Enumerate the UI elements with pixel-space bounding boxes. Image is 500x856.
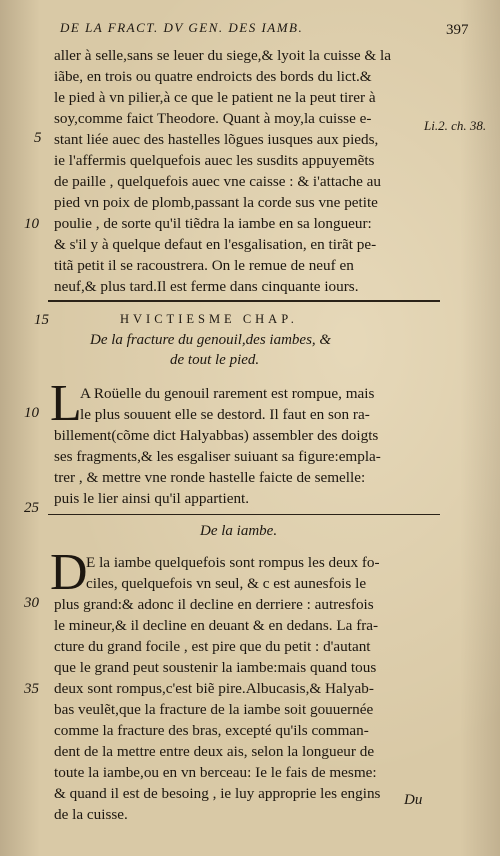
text-line: soy,comme faict Theodore. Quant à moy,la cuisse e-: [54, 110, 372, 127]
text-line: toute la iambe,ou en vn berceau: Ie le fais de mesme:: [54, 764, 377, 781]
margin-note: Li.2. ch. 38.: [424, 118, 487, 133]
catchword: Du: [404, 792, 423, 808]
line-number: 15: [34, 312, 49, 328]
text-line: ses fragments,& les esgaliser suiuant sa figure:empla-: [54, 448, 381, 465]
running-title: DE LA FRACT. DV GEN. DES IAMB.: [60, 20, 304, 35]
line-number: 25: [24, 500, 39, 516]
text-line: stant liée auec des hastelles lõgues iusques aux pieds,: [54, 131, 379, 148]
text-line: poulie , de sorte qu'il tiẽdra la iambe en sa longueur:: [54, 215, 372, 232]
chapter-heading: HVICTIESME CHAP.: [120, 312, 298, 326]
text-line: plus grand:& adonc il decline en derriere : autresfois: [54, 596, 374, 613]
text-line: de paille , quelquefois auec vne caisse : & i'attache au: [54, 173, 382, 190]
line-number: 10: [24, 405, 39, 421]
line-number: 5: [34, 130, 42, 146]
line-number: 30: [24, 595, 39, 611]
line-number: 10: [24, 216, 39, 232]
text-line: le plus souuent elle se destord. Il faut en son ra-: [80, 406, 370, 423]
text-line: ie l'affermis quelquefois auec les susdits appuyemẽts: [54, 152, 375, 169]
section-title: De la iambe.: [200, 523, 278, 539]
text-line: iãbe, en trois ou quatre endroicts des bords du lict.&: [54, 68, 372, 85]
chapter-title-line: de tout le pied.: [170, 352, 260, 368]
text-line: titã petit il se racoustrera. On le remue de neuf en: [54, 257, 354, 274]
text-line: trer , & mettre vne ronde hastelle faicte de semelle:: [54, 469, 366, 486]
text-line: comme la fracture des bras, excepté qu'ils comman-: [54, 722, 369, 739]
text-line: neuf,& plus tard.Il est ferme dans cinquante iours.: [54, 278, 359, 295]
text-line: & quand il est de besoing , ie luy approprie les engins: [54, 785, 381, 802]
text-line: deux sont rompus,c'est biẽ pire.Albucasis,& Halyab-: [54, 680, 374, 697]
drop-cap: D: [50, 544, 88, 601]
text-line: que le grand peut soustenir la iambe:mais quand tous: [54, 659, 377, 676]
text-line: de la cuisse.: [54, 806, 128, 823]
text-line: & s'il y à quelque defaut en l'esgalisation, en tirãt pe-: [54, 236, 377, 253]
text-line: le pied à vn pilier,à ce que le patient ne la peut tirer à: [54, 89, 376, 106]
text-line: dent de la mettre entre deux ais, selon la longueur de: [54, 743, 375, 760]
text-line: cture du grand focile , est pire que du petit : d'autant: [54, 638, 371, 655]
section-rule: [48, 514, 440, 515]
text-line: pied vn poix de plomb,passant la corde sus vne petite: [54, 194, 378, 211]
page-number: 397: [446, 22, 469, 38]
text-line: ciles, quelquefois vn seul, & c est aunesfois le: [86, 575, 367, 592]
text-line: billement(cõme dict Halyabbas) assembler des doigts: [54, 427, 379, 444]
text-line: bas veulẽt,que la fracture de la iambe soit gouuernée: [54, 701, 374, 718]
text-line: E la iambe quelquefois sont rompus les deux fo-: [86, 554, 380, 571]
chapter-title-line: De la fracture du genouil,des iambes, &: [90, 332, 332, 348]
section-rule: [48, 300, 440, 302]
text-line: puis le lier ainsi qu'il appartient.: [54, 490, 250, 507]
text-line: aller à selle,sans se leuer du siege,& lyoit la cuisse & la: [54, 47, 391, 64]
text-line: le mineur,& il decline en deuant & en dedans. La fra-: [54, 617, 379, 634]
text-line: A Roüelle du genouil rarement est rompue, mais: [80, 385, 375, 402]
drop-cap: L: [50, 375, 82, 432]
line-number: 35: [24, 681, 39, 697]
